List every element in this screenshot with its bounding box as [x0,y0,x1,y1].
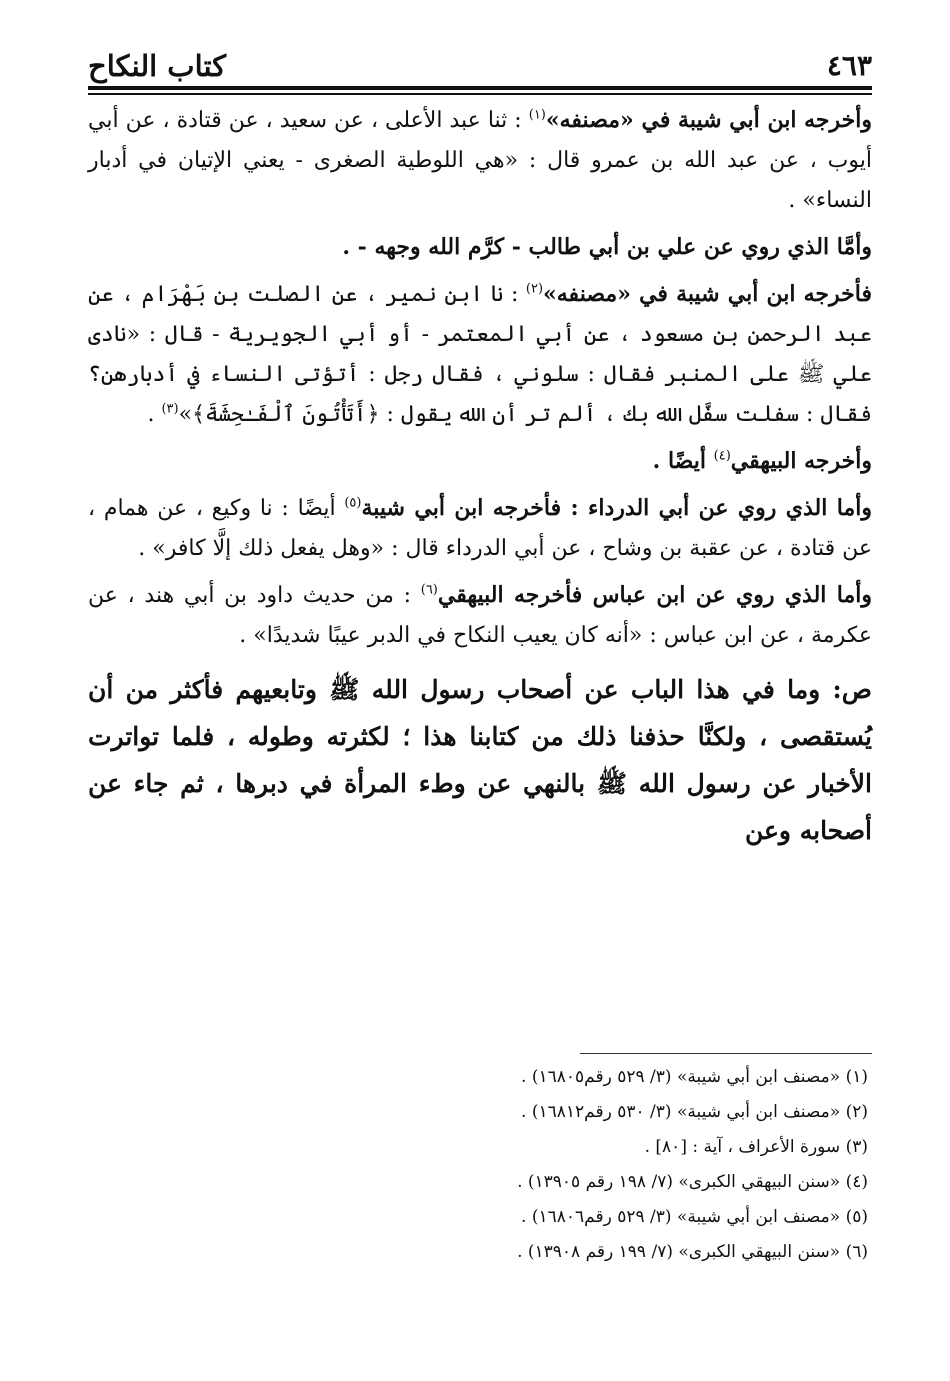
footnote-ref: (١) [528,107,546,123]
paragraph-text: : ثنا عبد الأعلى ، عن سعيد ، عن قتادة ، عن أبي أيوب ، عن عبد الله بن عمرو قال : «هي اللوطية الصغرى - يعني الإتيان في أدبار النساء» . [88,108,872,213]
paragraph-6 [88,575,872,656]
footnote-item: (٢) «مصنف ابن أبي شيبة» (٣/ ٥٣٠ رقم١٦٨١٢) . [521,1102,868,1122]
paragraph-lead: وأما الذي روي عن أبي الدرداء : فأخرجه ابن أبي شيبة [361,495,872,521]
page-number: ٤٦٣ [826,49,872,82]
paragraph-lead: وأمَّا الذي روي عن علي بن أبي طالب - كرَّم الله وجهه - . [342,234,872,260]
paragraph-1 [88,100,872,221]
paragraph-text: أيضًا . [652,448,714,474]
header-rule-thin [88,93,872,95]
paragraph-3 [88,274,872,435]
closing-paragraph: ص: وما في هذا الباب عن أصحاب رسول الله ﷺ وتابعيهم فأكثر من أن يُستقصى ، ولكنَّا حذفنا ذلك من كتابنا هذا ؛ لكثرته وطوله ، فلما تواترت الأخبار عن رسول الله ﷺ بالنهي عن وطء المرأة في دبرها ، ثم جاء عن أصحابه وعن [88,675,872,845]
paragraph-2 [88,227,872,268]
book-title: كتاب النكاح [88,49,227,83]
paragraph-text-end: . [147,402,162,427]
footnotes [88,1060,872,1270]
footnote-item: (٦) «سنن البيهقي الكبرى» (٧/ ١٩٩ رقم ١٣٩٠٨) . [517,1242,868,1262]
paragraph-lead: فأخرجه ابن أبي شيبة في «مصنفه» [543,281,872,307]
footnote-item: (٣) سورة الأعراف ، آية : [٨٠] . [644,1137,868,1157]
footnote-divider [580,1053,872,1054]
paragraph-lead: وأخرجه ابن أبي شيبة في «مصنفه» [545,107,872,133]
footnote-item: (٤) «سنن البيهقي الكبرى» (٧/ ١٩٨ رقم ١٣٩٠٥) . [517,1172,868,1192]
footnote-ref: (٥) [344,495,362,511]
footnote-item: (١) «مصنف ابن أبي شيبة» (٣/ ٥٢٩ رقم١٦٨٠٥) . [521,1067,868,1087]
footnote-ref: (٢) [525,281,544,297]
paragraph-lead: وأخرجه البيهقي [730,448,872,474]
paragraph-text: أيضًا : نا وكيع ، عن همام ، عن قتادة ، عن عقبة بن وشاح ، عن أبي الدرداء قال : «وهل يفعل ذلك إلَّا كافر» . [88,496,872,561]
footnote-ref: (٣) [161,401,179,417]
paragraph-5 [88,488,872,569]
footnote-item: (٥) «مصنف ابن أبي شيبة» (٣/ ٥٢٩ رقم١٦٨٠٦) . [521,1207,868,1227]
main-text [88,100,872,860]
paragraph-text: : نا ابن نمير ، عن الصلت بن بَهْرَام ، عن عبد الرحمن بن مسعود ، عن أبي المعتمر - أو أبي الجويرية - قال : «نادى علي ﷺ على المنبر فقال : سلوني ، فقال رجل : أتؤتى النساء في أدبارهن؟ فقال : سفلت سفَّل الله بك ، ألم تر أن الله يقول : ﴿أَتَأْتُونَ ٱلْفَـٰحِشَةَ﴾» [88,282,872,427]
header-rule-thick [88,86,872,90]
footnote-ref: (٤) [713,448,731,464]
page-header [88,30,872,86]
paragraph-text: : من حديث داود بن أبي هند ، عن عكرمة ، عن ابن عباس : «أنه كان يعيب النكاح في الدبر عيبًا شديدًا» . [88,583,872,648]
footnote-ref: (٦) [420,582,438,598]
paragraph-lead: وأما الذي روي عن ابن عباس فأخرجه البيهقي [437,582,872,608]
paragraph-4 [88,441,872,482]
